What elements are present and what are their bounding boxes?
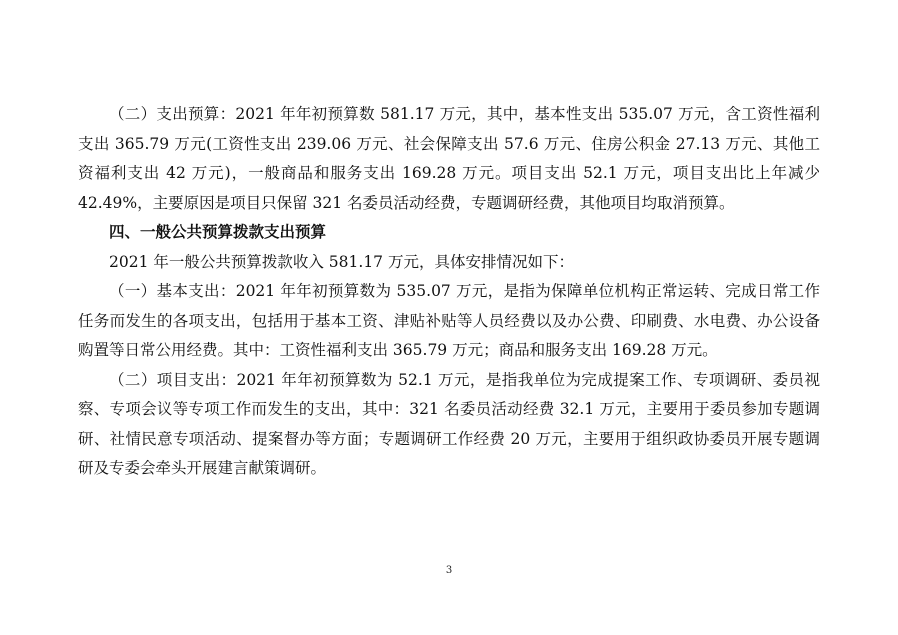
paragraph-project-expenditure: （二）项目支出：2021 年年初预算数为 52.1 万元，是指我单位为完成提案工作、专项调研、委员视察、专项会议等专项工作而发生的支出，其中：321 名委员活动经费 32.1 万元，主要用于委员参加专题调研、社情民意专项活动、提案督办等方面；专题调研工作经费 20 万元，主要用于组织政协委员开展专题调研及专委会牵头开展建言献策调研。 — [78, 370, 820, 477]
paragraph-budget-income: 2021 年一般公共预算拨款收入 581.17 万元，具体安排情况如下： — [109, 252, 574, 271]
document-body — [78, 100, 820, 484]
paragraph-expenditure-budget: （二）支出预算：2021 年年初预算数 581.17 万元，其中，基本性支出 535.07 万元，含工资性福利支出 365.79 万元(工资性支出 239.06 万元、社会保障支出 57.6 万元、住房公积金 27.13 万元、其他工资福利支出 42 万元)，一般商品和服务支出 169.28 万元。项目支出 52.1 万元，项目支出比上年减少 42.49%，主要原因是项目只保留 321 名委员活动经费，专题调研经费，其他项目均取消预算。 — [78, 105, 820, 212]
paragraph-basic-expenditure: （一）基本支出：2021 年年初预算数为 535.07 万元，是指为保障单位机构正常运转、完成日常工作任务而发生的各项支出，包括用于基本工资、津贴补贴等人员经费以及办公费、印刷费、水电费、办公设备购置等日常公用经费。其中：工资性福利支出 365.79 万元；商品和服务支出 169.28 万元。 — [78, 282, 820, 359]
page-number: 3 — [445, 565, 453, 576]
section-heading-general-public-budget: 四、一般公共预算拨款支出预算 — [109, 223, 327, 241]
